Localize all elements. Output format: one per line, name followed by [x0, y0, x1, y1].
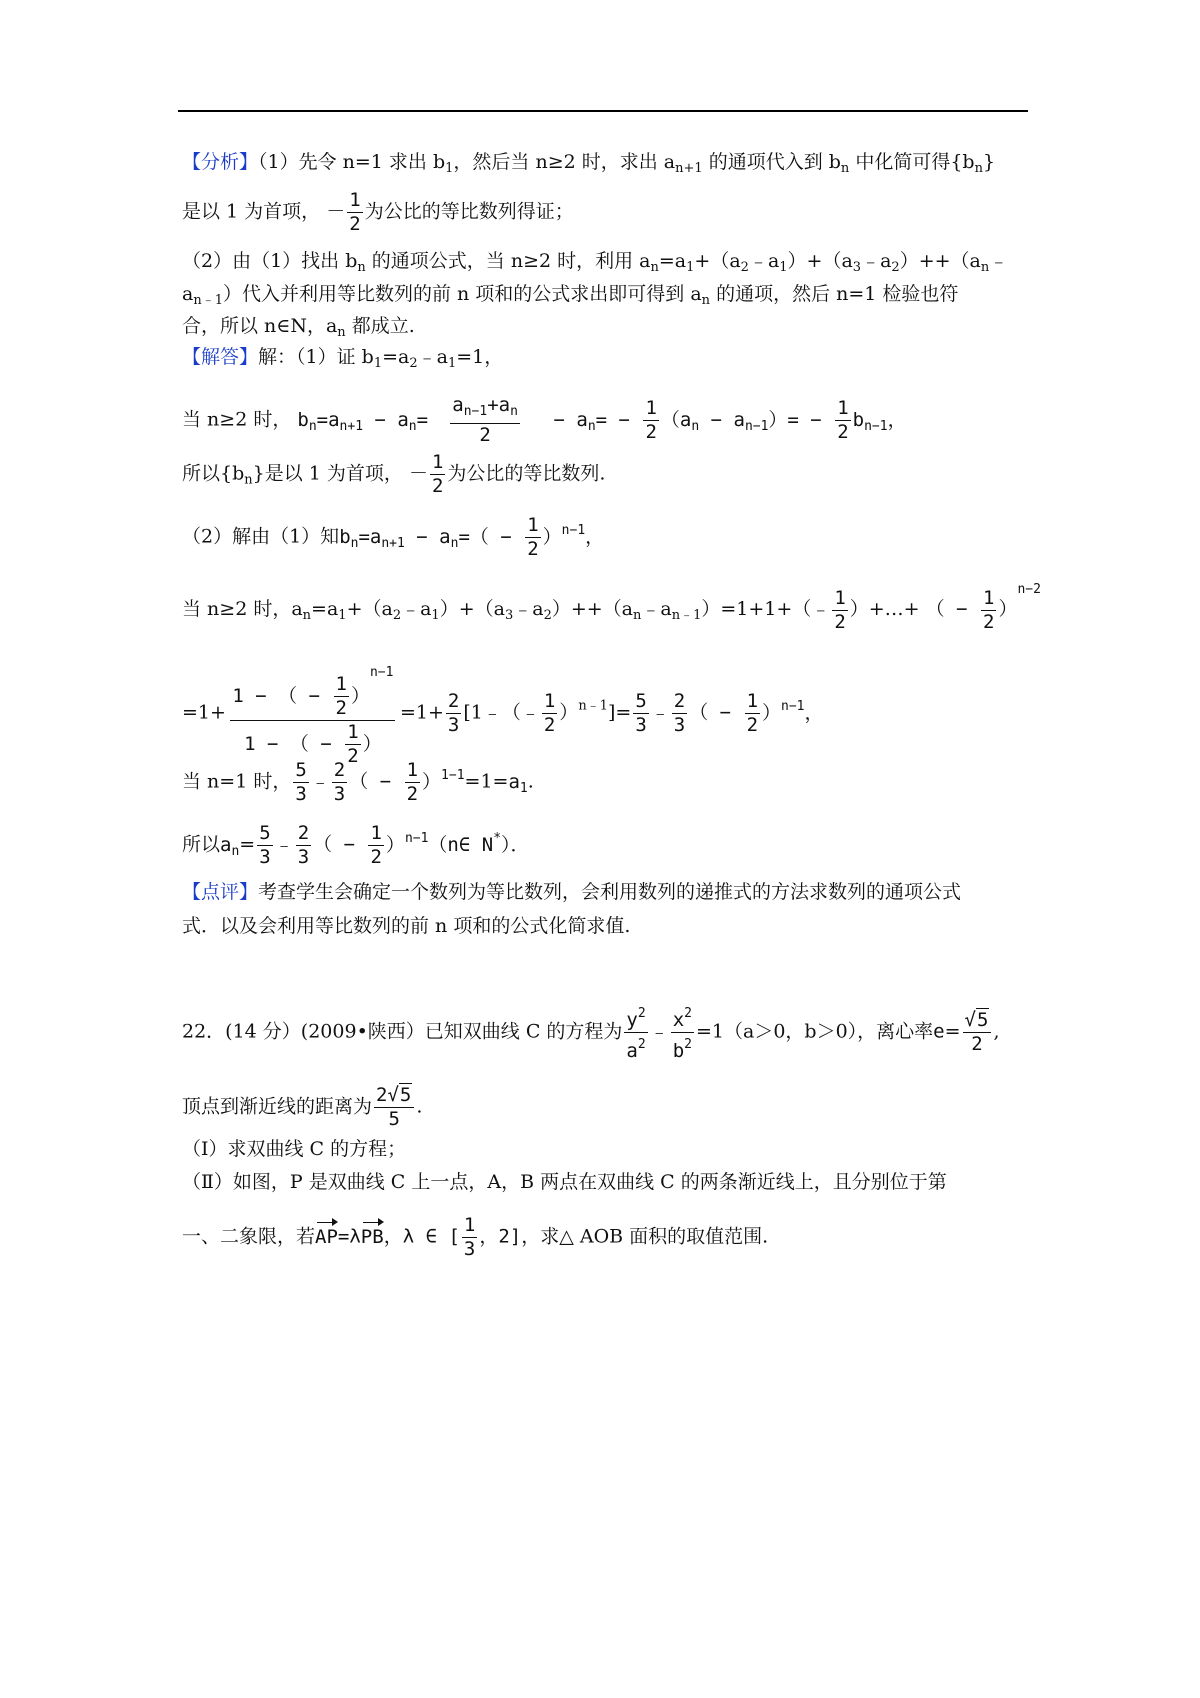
- problem22-line-4: （Ⅱ）如图，P 是双曲线 C 上一点，A，B 两点在双曲线 C 的两条渐近线上，且分别位于第: [182, 1171, 947, 1193]
- answer-line-5: 当 n≥2 时，$a_n=a_1+(a_2﹣a_1)+(a_3﹣a_2)++(a_n﹣a_{n﹣1})=1+1+(﹣$ $\frac{1}{2}$ ）+…+ （ − $\frac{1}{2}$ ）$^{n-2}$: [182, 582, 1041, 633]
- analysis-line-2: 是以 1 为首项， － $\frac{1}{2}$ 为公比的等比数列得证；: [182, 189, 574, 235]
- fraction-half: $\frac{1}{2}$: [349, 189, 361, 235]
- answer-line-6: =1+ 1 − （ − $\frac{1}{2}$ ）$^{n-1}$ 1 − （ − $\frac{1}{2}$ ） =1+ $\frac{2}{3}$ [1﹣（﹣ $\frac{1}{2}$ ）$^{n﹣1}$]= $\frac{5}{3}$ ﹣ $\frac{2}{3}$ （ − $\frac{1}{2}$ ）$^{n-1}$，: [182, 660, 824, 767]
- problem22-line-5: 一、二象限，若AP=λPB，λ ∈ [ $\frac{1}{3}$ ，2]，求△ AOB 面积的取值范围.: [182, 1214, 769, 1260]
- problem22-line-2: 顶点到渐近线的距离为 $\frac{2√5}{5}$ .: [182, 1084, 423, 1130]
- analysis-tag: 【分析】: [182, 151, 259, 173]
- analysis-line-3: （2）由（1）找出 $b_n$ 的通项公式，当 n≥2 时，利用 $a_n=a_1+(a_2﹣a_1)+(a_3﹣a_2)++(a_n﹣$: [182, 250, 1009, 275]
- answer-line-2: 当 n≥2 时， $b_n=a_{n+1} - a_n=$ $\frac{a_{n-1}+a_n}{2}$ − $a_n=$ − $\frac{1}{2}$ $(a_n - a_{n-1})=$ − $\frac{1}{2}$ $b_{n-1}$，: [182, 394, 907, 446]
- comment-line-2: 式．以及会利用等比数列的前 n 项和的公式化简求值.: [182, 915, 631, 937]
- analysis-line-1: 【分析】（1）先令 n=1 求出 $b_1$，然后当 n≥2 时，求出 $a_{n+1}$ 的通项代入到 $b_n$ 中化简可得$\{b_n\}$: [182, 151, 996, 176]
- analysis-line-5: 合，所以 n∈N，$a_n$ 都成立.: [182, 315, 415, 340]
- header-rule: [178, 110, 1028, 112]
- answer-line-7: 当 n=1 时， $\frac{5}{3}$ ﹣ $\frac{2}{3}$ （ − $\frac{1}{2}$ ）$^{1-1}=1=a_1$.: [182, 759, 534, 805]
- answer-tag: 【解答】: [182, 346, 259, 368]
- comment-line-1: 【点评】考查学生会确定一个数列为等比数列，会利用数列的递推式的方法求数列的通项公式: [182, 881, 962, 903]
- answer-line-4: （2）解由（1）知$b_n=a_{n+1} - a_n=$（ − $\frac{1}{2}$ ）$^{n-1}$，: [182, 514, 605, 560]
- problem22-line-1: 22．(14 分）(2009•陕西）已知双曲线 C 的方程为 $\frac{y^2}{a^2}$ ﹣ $\frac{x^2}{b^2}$ =1（a＞0，b＞0），离心率e= $\frac{√5}{2}$ ,: [182, 1003, 1000, 1062]
- answer-line-1: 【解答】解：（1）证 $b_1=a_2﹣a_1=1$，: [182, 346, 504, 371]
- analysis-line-4: $a_{n﹣1}$）代入并利用等比数列的前 n 项和的公式求出即可得到 $a_n$ 的通项，然后 n=1 检验也符: [182, 283, 959, 308]
- comment-tag: 【点评】: [182, 881, 259, 903]
- answer-line-3: 所以$\{b_n\}$是以 1 为首项， － $\frac{1}{2}$ 为公比的等比数列.: [182, 451, 606, 497]
- answer-line-8: 所以$a_n=$ $\frac{5}{3}$ ﹣ $\frac{2}{3}$ （ − $\frac{1}{2}$ ）$^{n-1}$（n∈ N*）．: [182, 822, 530, 868]
- problem22-line-3: （Ⅰ）求双曲线 C 的方程；: [182, 1138, 407, 1160]
